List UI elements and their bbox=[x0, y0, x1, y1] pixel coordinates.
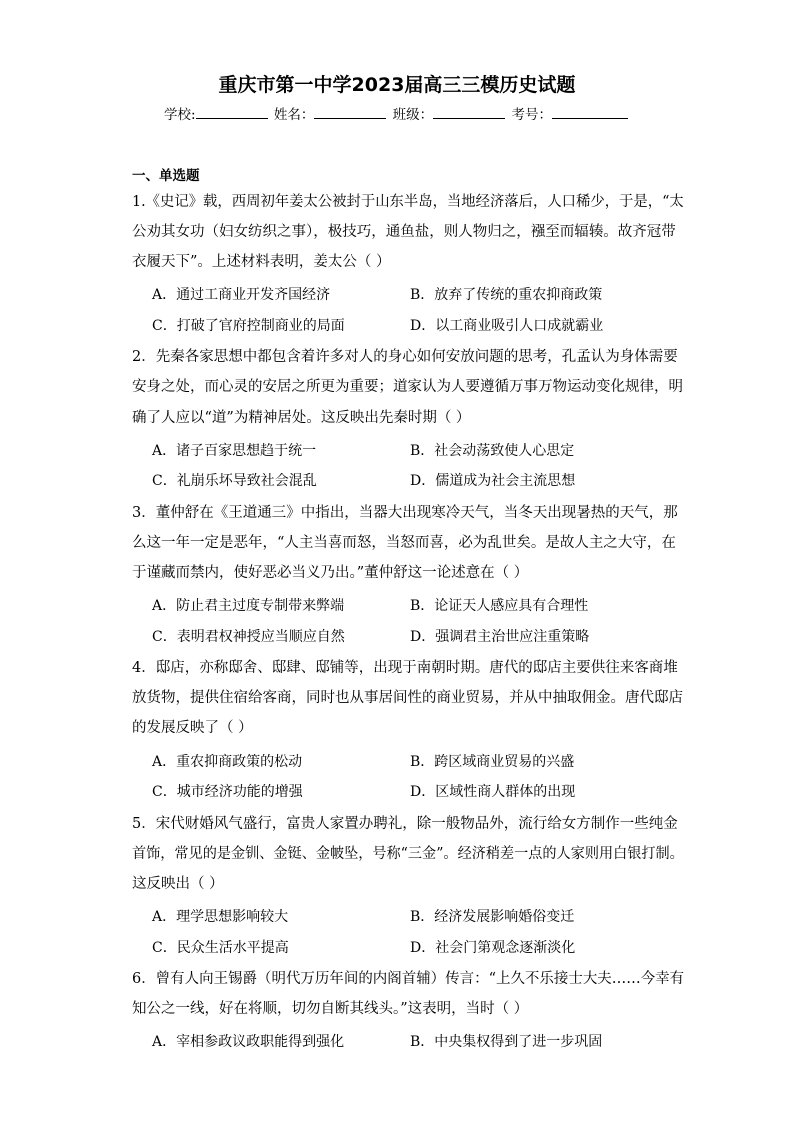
question-5-option-d[interactable]: D．社会门第观念逐渐淡化 bbox=[410, 940, 576, 956]
question-1-line-2: 公劝其女功（妇女纺织之事），极技巧，通鱼盐，则人物归之，襁至而辐辏。故齐冠带 bbox=[132, 224, 676, 240]
question-3-option-c[interactable]: C．表明君权神授应当顺应自然 bbox=[152, 629, 345, 645]
question-1-option-b[interactable]: B．放弃了传统的重农抑商政策 bbox=[410, 287, 603, 303]
question-3-line-2: 么这一年一定是恶年，“人主当喜而怒，当怒而喜，必为乱世矣。是故人主之大守，在 bbox=[132, 535, 676, 551]
question-6-line-1: 6．曾有人向王锡爵（明代万历年间的内阁首辅）传言：“上久不乐接士大夫……今幸有 bbox=[132, 971, 685, 987]
question-6-option-b[interactable]: B．中央集权得到了进一步巩固 bbox=[410, 1034, 603, 1050]
question-2-option-c[interactable]: C．礼崩乐坏导致社会混乱 bbox=[152, 473, 317, 489]
exam-number-blank[interactable] bbox=[552, 104, 628, 119]
exam-number-label: 考号： bbox=[511, 107, 552, 123]
name-blank[interactable] bbox=[314, 104, 386, 119]
question-4-option-b[interactable]: B．跨区域商业贸易的兴盛 bbox=[410, 754, 575, 770]
class-label: 班级： bbox=[392, 107, 434, 123]
question-5-line-1: 5．宋代财婚风气盛行，富贵人家置办聘礼，除一般物品外，流行给女方制作一些纯金 bbox=[132, 816, 678, 832]
question-3-option-d[interactable]: D．强调君主治世应注重策略 bbox=[410, 629, 590, 645]
question-4-line-1: 4．邸店，亦称邸舍、邸肆、邸铺等，出现于南朝时期。唐代的邸店主要供往来客商堆 bbox=[132, 660, 678, 676]
question-3-option-a[interactable]: A．防止君主过度专制带来弊端 bbox=[152, 598, 345, 614]
question-1-option-a[interactable]: A．通过工商业开发齐国经济 bbox=[152, 287, 331, 303]
question-5-option-b[interactable]: B．经济发展影响婚俗变迁 bbox=[410, 909, 575, 925]
name-label: 姓名： bbox=[273, 107, 315, 123]
question-3-line-3: 于谨藏而禁内，使好恶必当义乃出。”董仲舒这一论述意在（ ） bbox=[132, 565, 529, 581]
question-2-option-d[interactable]: D．儒道成为社会主流思想 bbox=[410, 473, 576, 489]
question-3-line-1: 3．董仲舒在《王道通三》中指出，当器大出现寒冷天气，当冬天出现暑热的天气，那 bbox=[132, 505, 678, 521]
question-4-line-3: 的发展反映了（ ） bbox=[132, 720, 253, 736]
student-info-fields bbox=[0, 103, 794, 123]
section-heading: 一、单选题 bbox=[132, 168, 200, 184]
question-4-line-2: 放货物，提供住宿给客商，同时也从事居间性的商业贸易，并从中抽取佣金。唐代邸店 bbox=[132, 690, 683, 706]
question-1-option-c[interactable]: C．打破了官府控制商业的局面 bbox=[152, 318, 345, 334]
question-4-option-d[interactable]: D．区域性商人群体的出现 bbox=[410, 784, 576, 800]
question-3-option-b[interactable]: B．论证天人感应具有合理性 bbox=[410, 598, 589, 614]
question-2-line-1: 2．先秦各家思想中都包含着许多对人的身心如何安放问题的思考，孔孟认为身体需要 bbox=[132, 349, 678, 365]
question-6-option-a[interactable]: A．宰相参政议政职能得到强化 bbox=[152, 1034, 345, 1050]
question-1-line-1: 1.《史记》载，西周初年姜太公被封于山东半岛，当地经济落后，人口稀少，于是，“太 bbox=[132, 194, 684, 210]
question-2-line-2: 安身之处，而心灵的安居之所更为重要；道家认为人要遵循万事万物运动变化规律，明 bbox=[132, 379, 683, 395]
question-4-option-c[interactable]: C．城市经济功能的增强 bbox=[152, 784, 303, 800]
question-4-option-a[interactable]: A．重农抑商政策的松动 bbox=[152, 754, 303, 770]
question-5-option-c[interactable]: C．民众生活水平提高 bbox=[152, 940, 289, 956]
question-5-option-a[interactable]: A．理学思想影响较大 bbox=[152, 909, 289, 925]
question-5-line-3: 这反映出（ ） bbox=[132, 876, 224, 892]
question-2-line-3: 确了人应以“道”为精神居处。这反映出先秦时期（ ） bbox=[132, 410, 471, 426]
question-1-option-d[interactable]: D．以工商业吸引人口成就霸业 bbox=[410, 318, 604, 334]
question-2-option-b[interactable]: B．社会动荡致使人心思定 bbox=[410, 443, 575, 459]
question-6-line-2: 知公之一线，好在将顺，切勿自断其线头。”这表明，当时（ ） bbox=[132, 1001, 529, 1017]
page-title: 重庆市第一中学2023届高三三模历史试题 bbox=[218, 74, 576, 96]
class-blank[interactable] bbox=[433, 104, 505, 119]
school-label: 学校: bbox=[164, 107, 196, 123]
school-blank[interactable] bbox=[196, 104, 268, 119]
question-2-option-a[interactable]: A．诸子百家思想趋于统一 bbox=[152, 443, 317, 459]
question-5-line-2: 首饰，常见的是金钏、金铤、金帔坠，号称“三金”。经济稍差一点的人家则用白银打制。 bbox=[132, 846, 684, 862]
question-1-line-3: 衣履天下”。上述材料表明，姜太公（ ） bbox=[132, 254, 391, 270]
